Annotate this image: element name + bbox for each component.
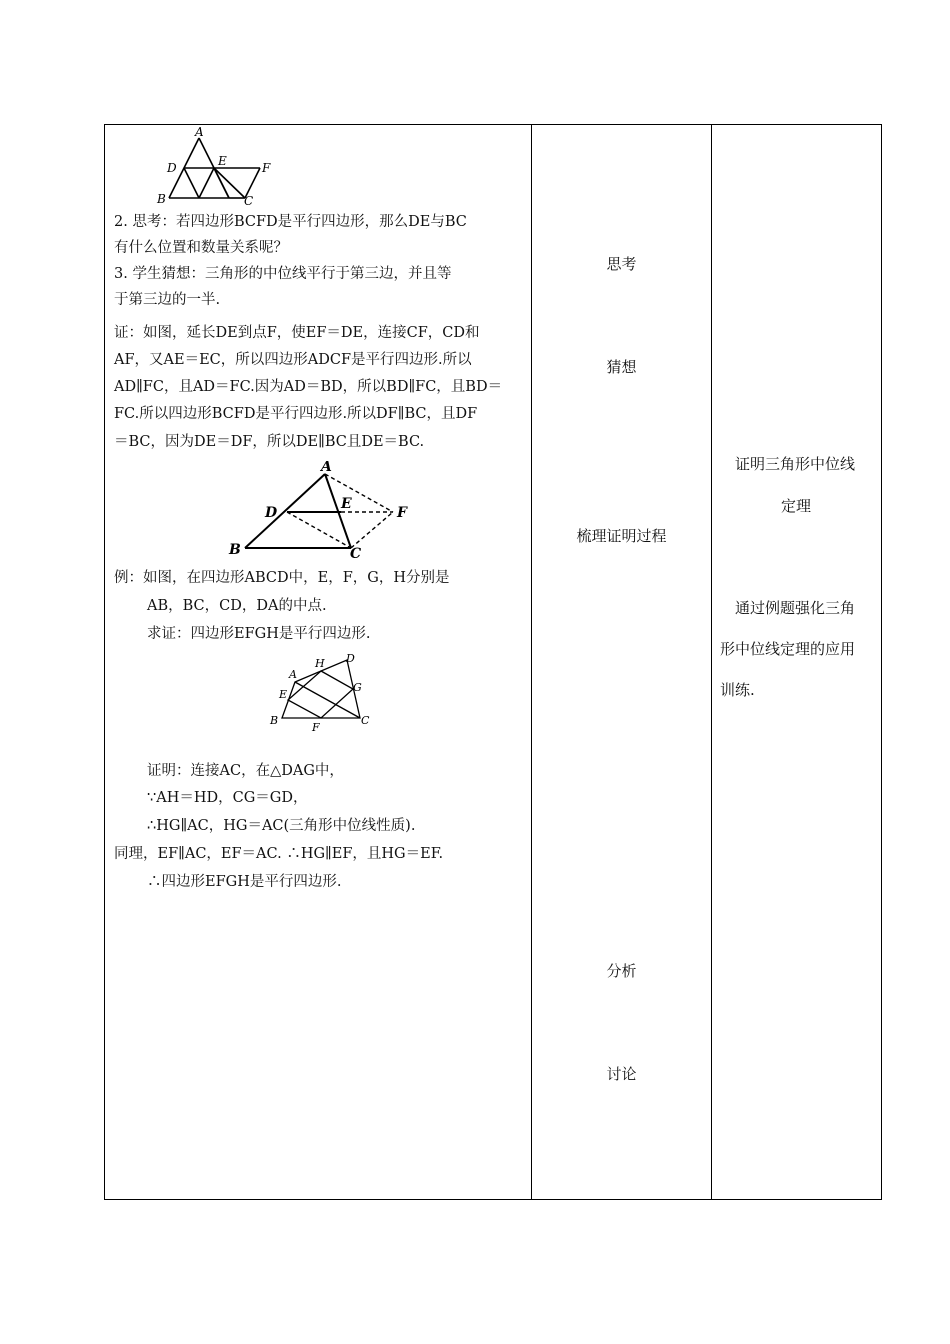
- fig1-label-d: D: [167, 161, 177, 175]
- content-column: [105, 125, 531, 1199]
- purpose-line: 形中位线定理的应用: [720, 640, 856, 658]
- purpose-line: 证明三角形中位线: [735, 455, 856, 473]
- figure-triangle-grid: [145, 125, 295, 207]
- proof-line: ∴四边形EFGH是平行四边形.: [147, 874, 342, 890]
- purpose-line: 训练.: [720, 681, 755, 699]
- proof-line: ∴HG∥AC，HG＝AC(三角形中位线性质).: [147, 818, 416, 834]
- fig3-label-d: D: [346, 652, 355, 665]
- example-line: 例：如图，在四边形ABCD中，E，F，G，H分别是: [114, 570, 450, 586]
- activity-proof: 梳理证明过程: [576, 527, 667, 545]
- activity-analyze: 分析: [606, 962, 637, 980]
- fig2-label-e: E: [341, 496, 352, 512]
- fig2-label-f: F: [397, 505, 407, 521]
- fig3-label-h: H: [315, 657, 325, 670]
- example-line: AB，BC，CD，DA的中点.: [147, 598, 327, 614]
- fig1-label-b: B: [157, 192, 166, 206]
- text-line: 证：如图，延长DE到点F，使EF＝DE，连接CF，CD和: [114, 325, 480, 341]
- fig3-label-a: A: [289, 668, 297, 681]
- proof-line: 同理，EF∥AC，EF＝AC. ∴HG∥EF，且HG＝EF.: [114, 846, 444, 862]
- fig2-label-c: C: [350, 546, 362, 559]
- text-line: AD∥FC，且AD＝FC.因为AD＝BD，所以BD∥FC，且BD＝: [114, 379, 503, 395]
- fig2-label-a: A: [321, 461, 332, 475]
- example-line: 求证：四边形EFGH是平行四边形.: [147, 626, 371, 642]
- fig3-label-f: F: [312, 721, 320, 734]
- fig1-label-a: A: [195, 125, 204, 139]
- text-line: FC.所以四边形BCFD是平行四边形.所以DF∥BC，且DF: [114, 406, 478, 422]
- text-line: ＝BC，因为DE＝DF，所以DE∥BC且DE＝BC.: [114, 434, 425, 450]
- activity-column: [532, 125, 711, 1199]
- activity-guess: 猜想: [606, 358, 637, 376]
- figure-quadrilateral: [265, 651, 385, 737]
- purpose-column: [712, 125, 882, 1199]
- proof-line: ∵AH＝HD，CG＝GD，: [147, 790, 308, 806]
- fig3-label-g: G: [353, 681, 362, 694]
- activity-discuss: 讨论: [606, 1065, 637, 1083]
- text-line: 于第三边的一半.: [114, 292, 221, 308]
- fig3-label-c: C: [361, 714, 370, 727]
- text-line: 2. 思考：若四边形BCFD是平行四边形，那么DE与BC: [114, 214, 467, 230]
- purpose-line: 通过例题强化三角: [735, 599, 856, 617]
- text-line: 有什么位置和数量关系呢？: [114, 240, 288, 256]
- fig2-label-b: B: [229, 542, 241, 558]
- fig2-label-d: D: [265, 505, 278, 521]
- proof-line: 证明：连接AC，在△DAG中，: [147, 763, 344, 779]
- fig3-label-b: B: [270, 714, 279, 727]
- text-line: 3. 学生猜想：三角形的中位线平行于第三边，并且等: [114, 266, 452, 282]
- activity-think: 思考: [606, 255, 637, 273]
- text-line: AF，又AE＝EC，所以四边形ADCF是平行四边形.所以: [114, 352, 472, 368]
- fig1-label-e: E: [218, 154, 227, 168]
- fig3-label-e: E: [279, 688, 288, 701]
- fig1-label-c: C: [244, 194, 254, 207]
- figure-midline-proof: [225, 461, 425, 559]
- fig1-label-f: F: [262, 161, 271, 175]
- purpose-line: 定理: [781, 497, 812, 515]
- lesson-table: [104, 124, 882, 1200]
